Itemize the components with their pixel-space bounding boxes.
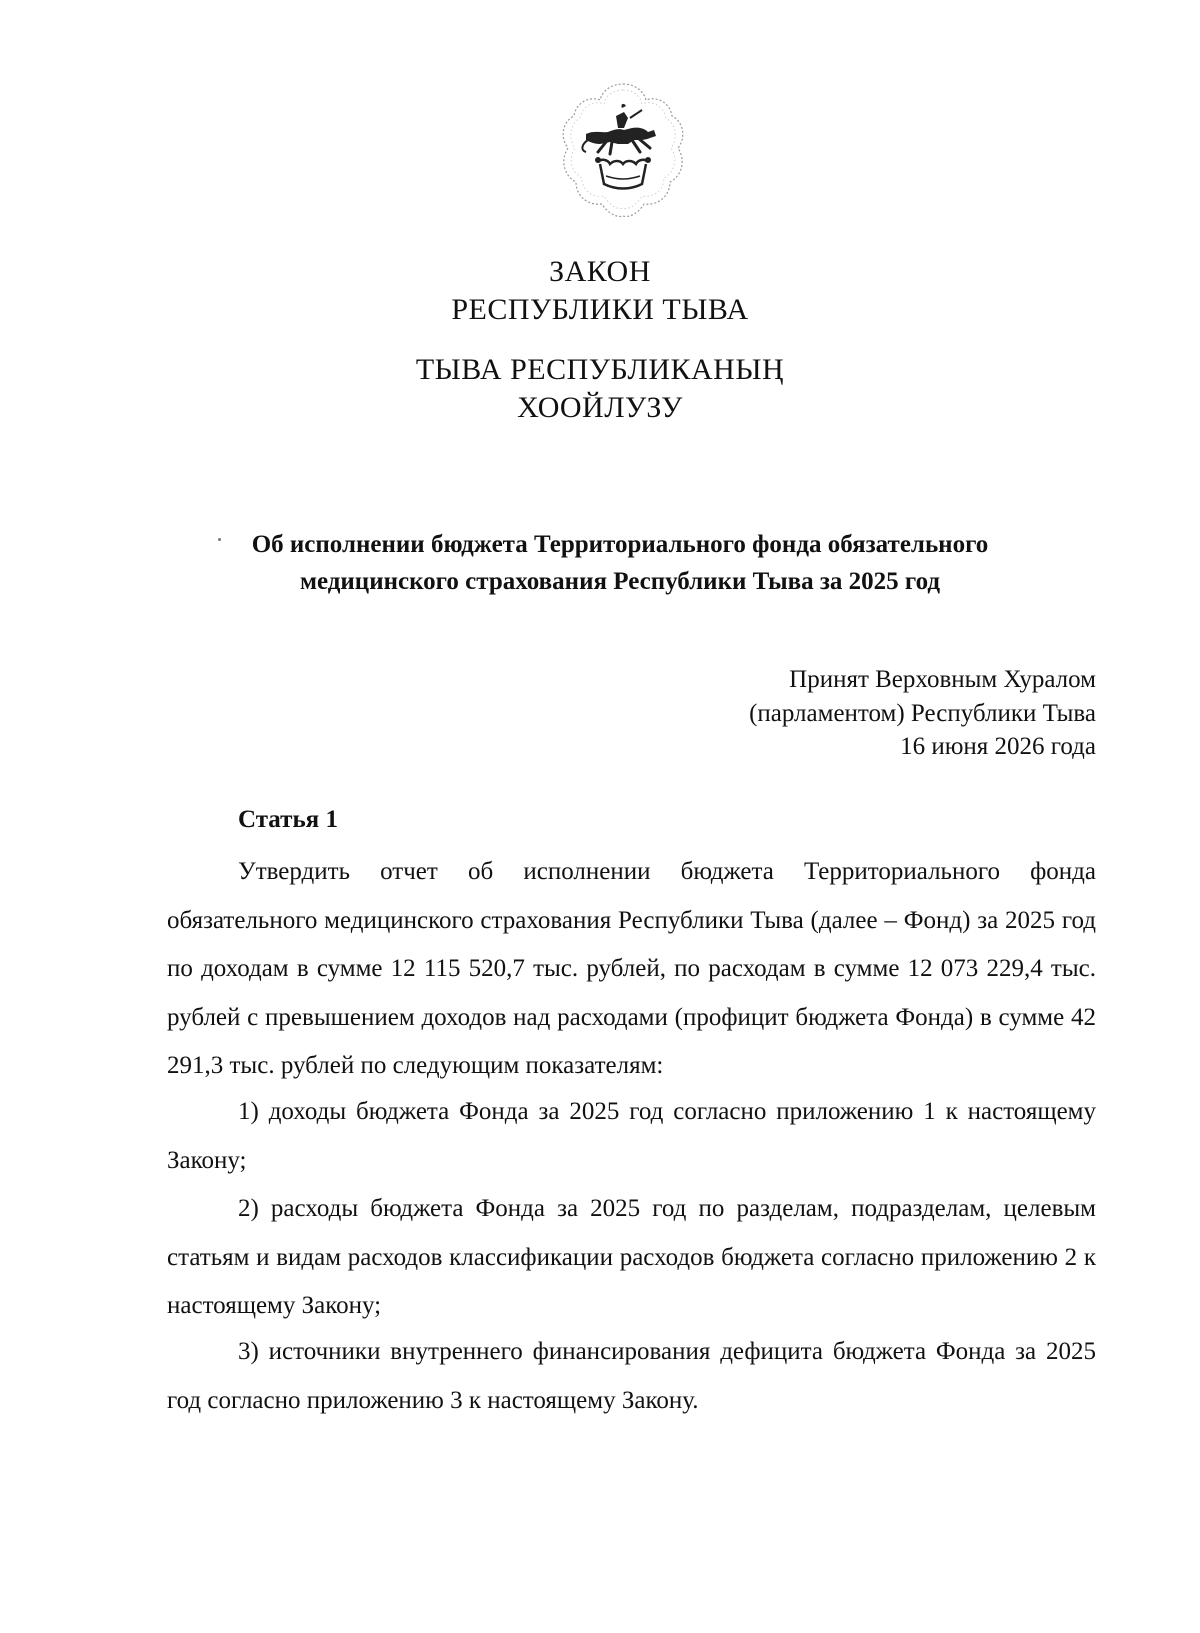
law-title-tyv-line1: ТЫВА РЕСПУБЛИКАНЫҢ bbox=[415, 353, 785, 386]
article-item-2: 2) расходы бюджета Фонда за 2025 год по разделам, подразделам, целевым статьям и видам расходов классификации расходов бюджета согласно приложению 2 к настоящему Закону; bbox=[167, 1195, 1096, 1319]
article-item-3: 3) источники внутреннего финансирования дефицита бюджета Фонда за 2025 год согласно приложению 3 к настоящему Закону. bbox=[167, 1338, 1096, 1414]
tuva-coat-of-arms-icon bbox=[558, 78, 688, 220]
law-title-ru-line1: ЗАКОН bbox=[549, 255, 651, 288]
adoption-line2: (парламентом) Республики Тыва bbox=[749, 700, 1096, 727]
article-paragraph-main: Утвердить отчет об исполнении бюджета Территориального фонда обязательного медицинского страхования Республики Тыва (далее – Фонд) за 2025 год по доходам в сумме 12 115 520,7 тыс. рублей, по расходам в сумме 12 073 229,4 тыс. рублей с превышением доходов над расходами (профицит бюджета Фонда) в сумме 42 291,3 тыс. рублей по следующим показателям: bbox=[167, 858, 1096, 1079]
law-title-ru-line2: РЕСПУБЛИКИ ТЫВА bbox=[451, 293, 749, 326]
adoption-line1: Принят Верховным Хуралом bbox=[789, 666, 1096, 693]
adoption-date: 16 июня 2026 года bbox=[900, 733, 1096, 760]
document-title-line2: медицинского страхования Республики Тыва за 2025 год bbox=[299, 568, 941, 595]
article-heading: Статья 1 bbox=[238, 806, 338, 833]
law-title-tyv-line2: ХООЙЛУЗУ bbox=[517, 391, 683, 424]
document-title-line1: Об исполнении бюджета Территориального фонда обязательного bbox=[251, 531, 989, 558]
article-item-1: 1) доходы бюджета Фонда за 2025 год согласно приложению 1 к настоящему Закону; bbox=[167, 1098, 1096, 1174]
